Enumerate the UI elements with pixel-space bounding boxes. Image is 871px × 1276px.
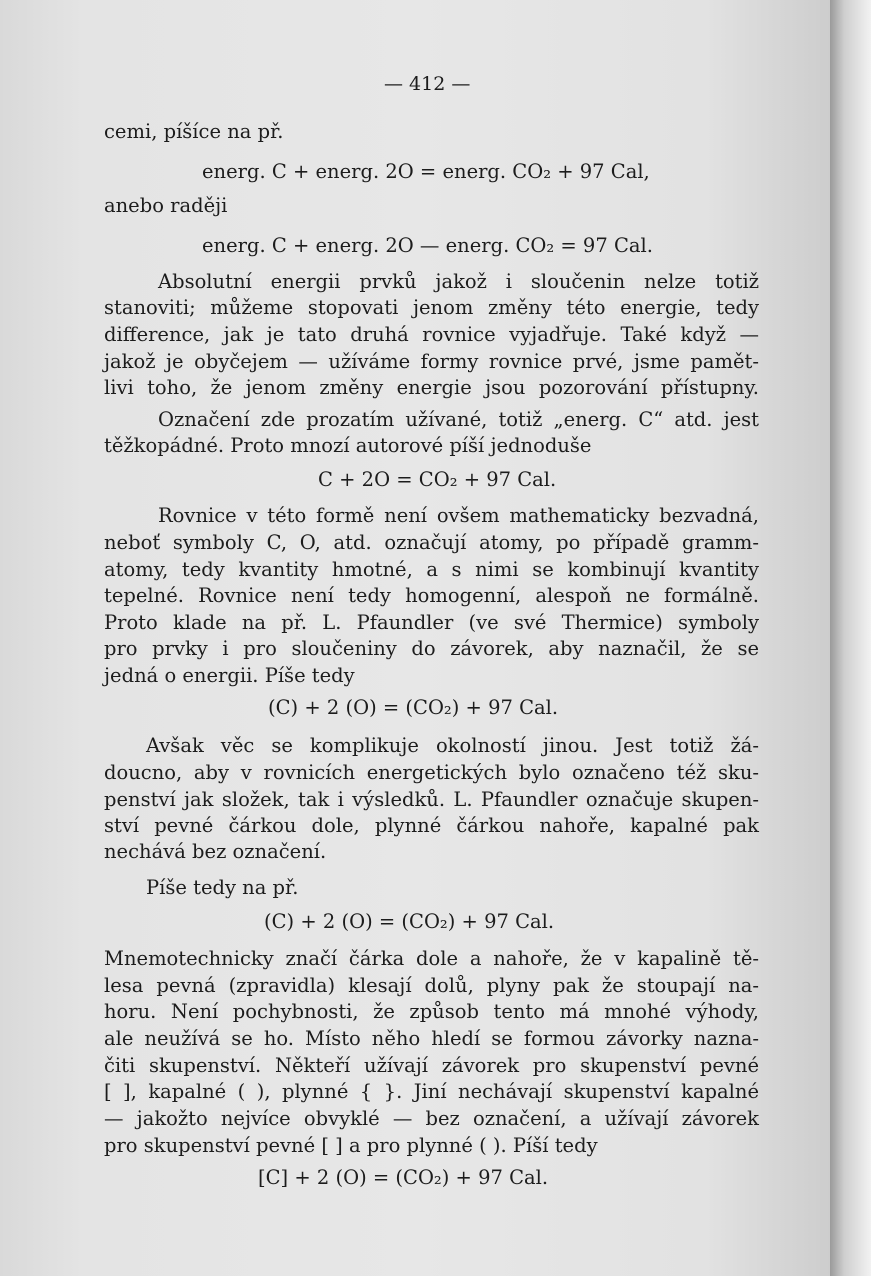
text-line: Absolutní energii prvků jakož i sloučenin nelze totiž bbox=[158, 270, 759, 293]
equation-2: energ. C + energ. 2O — energ. CO₂ = 97 Cal. bbox=[202, 234, 653, 257]
text-line: anebo raději bbox=[104, 194, 228, 217]
equation-4: (C) + 2 (O) = (CO₂) + 97 Cal. bbox=[268, 696, 559, 719]
equation-3: C + 2O = CO₂ + 97 Cal. bbox=[318, 468, 557, 491]
text-line: lesa pevná (zpravidla) klesají dolů, plyny pak že stoupají na- bbox=[104, 974, 759, 997]
equation-6: [C] + 2 (O) = (CO₂) + 97 Cal. bbox=[258, 1166, 549, 1189]
page-edge-shadow bbox=[830, 0, 871, 1276]
text-line: jakož je obyčejem — užíváme formy rovnice prvé, jsme pamět- bbox=[104, 350, 759, 373]
text-line: Rovnice v této formě není ovšem mathematicky bezvadná, bbox=[158, 504, 759, 527]
text-line: atomy, tedy kvantity hmotné, a s nimi se kombinují kvantity bbox=[104, 558, 759, 581]
text-line: Označení zde prozatím užívané, totiž „energ. C“ atd. jest bbox=[158, 408, 759, 431]
text-line: Píše tedy na př. bbox=[146, 876, 299, 899]
text-line: pro prvky i pro sloučeniny do závorek, aby naznačil, že se bbox=[104, 637, 759, 660]
text-line: Avšak věc se komplikuje okolností jinou. Jest totiž žá- bbox=[146, 734, 759, 757]
text-line: těžkopádné. Proto mnozí autorové píší jednoduše bbox=[104, 434, 592, 457]
equation-5: (C) + 2 (O) = (CO₂) + 97 Cal. bbox=[264, 910, 555, 933]
text-line: — jakožto nejvíce obvyklé — bez označení, a užívají závorek bbox=[104, 1107, 759, 1130]
text-line: doucno, aby v rovnicích energetických bylo označeno též sku- bbox=[104, 761, 759, 784]
text-line: ství pevné čárkou dole, plynné čárkou nahoře, kapalné pak bbox=[104, 814, 759, 837]
text-line: ale neužívá se ho. Místo něho hledí se formou závorky nazna- bbox=[104, 1027, 759, 1050]
text-line: jedná o energii. Píše tedy bbox=[104, 664, 355, 687]
text-line: čiti skupenství. Někteří užívají závorek pro skupenství pevné bbox=[104, 1054, 759, 1077]
equation-1: energ. C + energ. 2O = energ. CO₂ + 97 Cal, bbox=[202, 160, 650, 183]
text-line: nechává bez označení. bbox=[104, 840, 327, 863]
text-line: Mnemotechnicky značí čárka dole a nahoře, že v kapalině tě- bbox=[104, 947, 759, 970]
text-line: cemi, píšíce na př. bbox=[104, 120, 284, 143]
text-line: stanoviti; můžeme stopovati jenom změny této energie, tedy bbox=[104, 296, 759, 319]
text-line: penství jak složek, tak i výsledků. L. Pfaundler označuje skupen- bbox=[104, 788, 759, 811]
text-line: livi toho, že jenom změny energie jsou pozorování přístupny. bbox=[104, 376, 759, 399]
text-line: difference, jak je tato druhá rovnice vyjadřuje. Také když — bbox=[104, 323, 759, 346]
page-number: — 412 — bbox=[384, 73, 471, 95]
text-line: [ ], kapalné ( ), plynné { }. Jiní nechávají skupenství kapalné bbox=[104, 1080, 759, 1103]
text-line: neboť symboly C, O, atd. označují atomy, po případě gramm- bbox=[104, 531, 759, 554]
text-line: pro skupenství pevné [ ] a pro plynné ( ). Píší tedy bbox=[104, 1134, 598, 1157]
text-line: horu. Není pochybnosti, že způsob tento má mnohé výhody, bbox=[104, 1000, 759, 1023]
text-line: Proto klade na př. L. Pfaundler (ve své Thermice) symboly bbox=[104, 611, 759, 634]
text-line: tepelné. Rovnice není tedy homogenní, alespoň ne formálně. bbox=[104, 584, 759, 607]
